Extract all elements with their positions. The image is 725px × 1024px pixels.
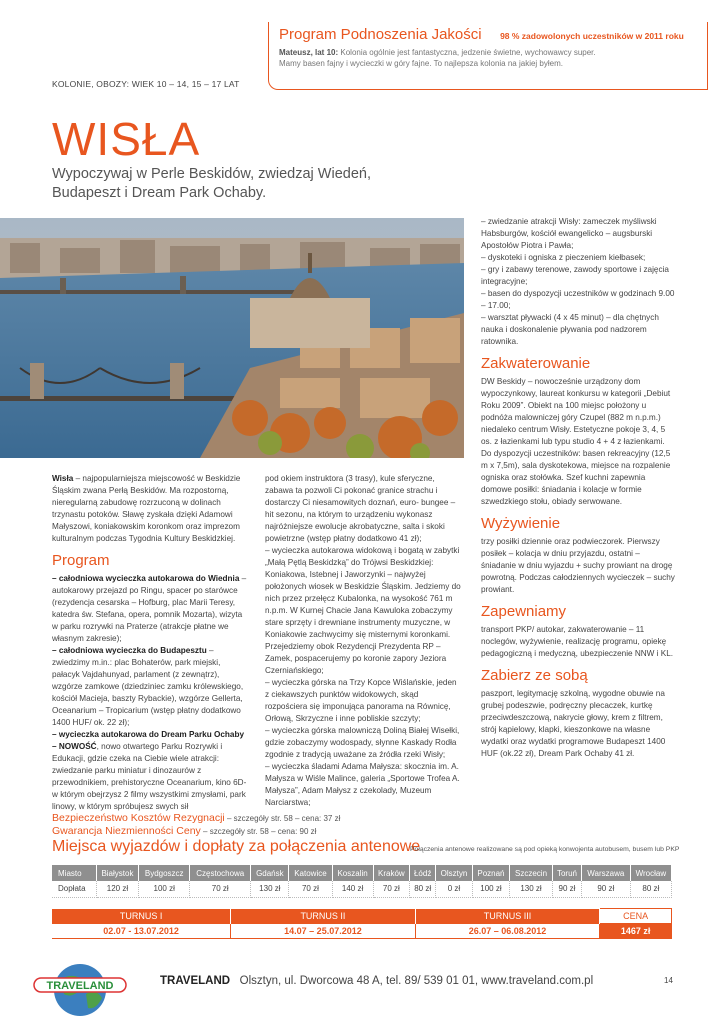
column-3 [481, 216, 677, 760]
turnus-dates: 02.07 - 13.07.2012 [52, 924, 231, 939]
bring-text: paszport, legitymację szkolną, wygodne obuwie na grubej podeszwie, podręczny plecaczek, kurtkę przeciwdeszczową, nakrycie głowy, krem z filtrem, strój kąpielowy, klapki, kieszonkowe na własne wydatki oraz wydatki programowe Budapeszt 1400 HUF (ok.22 zł), Dream Park Ochaby 41 zł. [481, 689, 666, 758]
col2-text-1: pod okiem instruktora (3 trasy), kule sferyczne, zabawa ta pozwoli Ci pokonać granice strachu i dostarczy Ci niesamowitych doznań, euro- bungee – hit sezonu, na którym to urządzeniu wykonasz najróżniejsze ewolucje akrobatyczne, salta i skoki powietrzne (wstęp płatny dodatkowo 41 zł); [265, 474, 456, 543]
program-item-vienna-text: – autokarowy przejazd po Ringu, spacer po starówce (rezydencja cesarska – Hofburg, plac Marii Teresy, katedra św. Stefana, opera, pomnik Mozarta), wizyta w parku rozrywki na Praterze (atrakcje płatne we własnym zakresie); [52, 574, 247, 643]
quality-stat: 98 % zadowolonych uczestników w 2011 roku [500, 31, 684, 41]
program-item-vienna [52, 573, 248, 645]
col2-text-5: – wycieczka śladami Adama Małysza: skocznia im. A. Małysza w Wiśle Malince, galeria „Sportowe Trofea A. Małysza”, Adam Małysz z czekolady, Muzeum Narciarstwa; [265, 762, 460, 807]
turnus-header-row [52, 909, 672, 924]
table-row-cities [52, 865, 672, 881]
city-cell: Toruń [552, 865, 581, 881]
turnus-values-row [52, 924, 672, 939]
city-cell: Gdańsk [251, 865, 289, 881]
surcharge-cell: 120 zł [96, 881, 139, 897]
logo-text: TRAVELAND [46, 980, 114, 992]
city-cell: Wrocław [630, 865, 671, 881]
program-item-vienna-title: – całodniowa wycieczka autokarowa do Wiednia [52, 574, 240, 583]
budapest-photo-illustration [0, 218, 464, 458]
category-label: KOLONIE, OBOZY: WIEK 10 – 14, 15 – 17 LAT [52, 79, 240, 89]
row-label-surcharge: Dopłata [52, 881, 96, 897]
turnus-table [52, 908, 672, 939]
col3-text-2: – dyskoteki i ogniska z pieczeniem kiełbasek; [481, 253, 646, 262]
city-cell: Koszalin [332, 865, 373, 881]
surcharge-cell: 70 zł [373, 881, 410, 897]
cancellation-cost-link[interactable]: Bezpieczeństwo Kosztów Rezygnacji [52, 812, 225, 824]
departures-note: Połączenia antenowe realizowane są pod opieką konwojenta autobusem, busem lub PKP [410, 846, 680, 853]
table-row-prices [52, 881, 672, 897]
turnus-header: TURNUS III [415, 909, 600, 924]
city-cell: Szczecin [510, 865, 553, 881]
included-text: transport PKP/ autokar, zakwaterowanie – 11 noclegów, wyżywienie, realizację programu, opiekę pedagogiczną i medyczną, ubezpieczenie NNW i KL. [481, 625, 674, 658]
quality-program-box [268, 22, 708, 90]
price-header: CENA [600, 909, 672, 924]
turnus-dates: 14.07 – 25.07.2012 [231, 924, 416, 939]
turnus-header: TURNUS I [52, 909, 231, 924]
cancellation-cost-note: – szczegóły str. 58 – cena: 37 zł [224, 814, 341, 823]
surcharge-cell: 100 zł [139, 881, 190, 897]
column-2 [265, 473, 461, 809]
surcharge-cell: 90 zł [581, 881, 630, 897]
intro-bold: Wisła [52, 474, 74, 483]
column-1 [52, 473, 248, 813]
accommodation-text: DW Beskidy – nowocześnie urządzony dom wypoczynkowy, laureat konkursu w kategorii „Debiut Roku 2009”. Obiekt na 100 miejsc położony u podnóża malowniczej góry Czupel (882 m n.p.m.) niedaleko centrum Wisły. Estetyczne pokoje 3, 4, 5 os. z łazienkami lub typu studio 4 + 4 z łazienkami. Do dyspozycji uczestników: basen rekreacyjny (12,5 m x 7,5m), sala dyskotekowa, miejsce na rozpalenie ogniska oraz stołówka. Szef kuchni zapewnia domowe posiłki: śniadania i kolacje w formie szwedzkiego stołu, obiady serwowane. [481, 377, 671, 506]
bring-heading: Zabierz ze sobą [481, 667, 588, 684]
col3-text-3: – gry i zabawy terenowe, zawody sportowe i zajęcia integracyjne; [481, 265, 669, 286]
review-line1: Kolonia ogólnie jest fantastyczna, jedzenie świetne, wychowawcy super. [340, 48, 596, 57]
col3-text-4: – basen do dyspozycji uczestników w godzinach 9.00 – 17.00; [481, 289, 675, 310]
intro-text: – najpopularniejsza miejscowość w Beskidzie Śląskim zwana Perłą Beskidów. Ma rozpostorną, nieregularną zabudowę rozrzuconą w dolinach trzynastu potoków. Sławę zyskała dzięki Adamowi Małyszowi, koniakowskim koronkom oraz imprezom kulturalnym podczas Tygodnia Kultury Beskidzkiej. [52, 474, 241, 543]
accommodation-heading: Zakwaterowanie [481, 355, 591, 372]
turnus-dates: 26.07 – 06.08.2012 [415, 924, 600, 939]
program-item-budapest-title: – całodniowa wycieczka do Budapesztu [52, 646, 207, 655]
program-item-dreampark-text: , nowo otwartego Parku Rozrywki i Edukacji, gdzie czeka na Ciebie wiele atrakcji: zwiedzanie parku miniatur i dinozaurów z przewodnikiem, prehistoryczne Oceanarium, kino 6D- w którym obejrzysz 2 filmy wszystkimi zmysłami, park linowy, w którym spróbujesz swych sił [52, 742, 247, 811]
footer-address: Olsztyn, ul. Dworcowa 48 A, tel. 89/ 539 01 01, www.traveland.com.pl [239, 975, 594, 987]
city-cell: Białystok [96, 865, 139, 881]
price-guarantee-note: – szczegóły str. 58 – cena: 90 zł [200, 827, 317, 836]
city-cell: Poznań [472, 865, 509, 881]
surcharge-cell: 130 zł [510, 881, 553, 897]
meals-heading: Wyżywienie [481, 515, 561, 532]
program-item-dreampark [52, 729, 248, 813]
surcharge-cell: 0 zł [436, 881, 473, 897]
page-number: 14 [664, 976, 673, 985]
surcharge-cell: 80 zł [410, 881, 436, 897]
city-cell: Bydgoszcz [139, 865, 190, 881]
intro-paragraph [52, 473, 248, 545]
page-subtitle: Wypoczywaj w Perle Beskidów, zwiedzaj Wiedeń, Budapeszt i Dream Park Ochaby. [52, 166, 371, 201]
price-guarantee-link[interactable]: Gwarancja Niezmienności Ceny [52, 825, 201, 837]
surcharge-cell: 140 zł [332, 881, 373, 897]
col2-text-2: – wycieczka autokarowa widokową i bogatą w zabytki „Małą Pętlą Beskidzką” do Trójwsi Beskidzkiej: Koniakowa, Istebnej i Jaworzynki – najwyżej położonych wiosek w Beskidzie Śląskim. Jedziemy do nich przez przełęcz Kubalonka, na wysokość 761 m n.p.m. W Kurnej Chacie Jana Kawuloka zobaczymy stare sprzęty i drewniane instrumenty muzyczne, w Koniakowie zachwycimy się misternymi koronkami. Przejedziemy obok Rezydencji Prezydenta RP – Zamek, pospacerujemy po koronie zapory Jeziora Czerniańskiego; [265, 546, 461, 675]
program-item-budapest [52, 645, 248, 729]
city-cell: Warszawa [581, 865, 630, 881]
city-cell: Katowice [289, 865, 332, 881]
city-cell: Kraków [373, 865, 410, 881]
footer [160, 975, 593, 987]
quality-title: Program Podnoszenia Jakości [279, 26, 482, 43]
price-value: 1467 zł [600, 924, 672, 939]
review-line2: Mamy basen fajny i wycieczki w góry fajne. To najlepsza kolonia na jakiej byłem. [279, 59, 563, 68]
city-cell: Olsztyn [436, 865, 473, 881]
surcharge-cell: 90 zł [552, 881, 581, 897]
col2-text-3: – wycieczka górska na Trzy Kopce Wiślańskie, jeden z ciekawszych punktów widokowych, skąd rozpościera się imponująca panorama na Równicę, Orłową, Skrzyczne i inne pobliskie szczyty; [265, 678, 457, 723]
city-cell: Łódź [410, 865, 436, 881]
col3-text-5: – warsztat pływacki (4 x 45 minut) – dla chętnych nauka i doskonalenie pływania pod nadzorem ratownika. [481, 313, 659, 346]
col3-text-1: – zwiedzanie atrakcji Wisły: zameczek myśliwski Habsburgów, kościół ewangelicko – augsburski Apostołów Piotra i Pawła; [481, 217, 657, 250]
program-item-budapest-text: – zwiedzimy m.in.: plac Bohaterów, park miejski, pałacyk Vajdahunyad, parlament (z zewnątrz), wzgórze zamkowe (dziedziniec zamku królewskiego, kościół Macieja, baszty Rybackie), wzgórze Gellerta, Oceanarium – Tropicarium (wstęp płatny dodatkowo 1400 HUF/ ok. 22 zł); [52, 646, 244, 727]
surcharge-cell: 80 zł [630, 881, 671, 897]
city-cell: Częstochowa [190, 865, 251, 881]
traveland-logo [30, 958, 130, 1018]
meals-text: trzy posiłki dziennie oraz podwieczorek. Pierwszy posiłek – kolacja w dniu przyjazdu, ostatni – śniadanie w dniu wyjazdu + suchy prowiant na drogę powrotną. Podczas całodziennych wycieczek – suchy prowiant. [481, 537, 675, 594]
footer-brand: TRAVELAND [160, 975, 231, 987]
departures-heading: Miejsca wyjazdów i dopłaty za połączenia antenowe [52, 838, 421, 855]
surcharge-cell: 100 zł [472, 881, 509, 897]
budapest-photo [0, 218, 464, 458]
program-item-dreampark-title: – wycieczka autokarowa do Dream Parku Ochaby – NOWOŚĆ [52, 730, 245, 751]
insurance-options [52, 812, 340, 838]
surcharge-cell: 130 zł [251, 881, 289, 897]
globe-icon [30, 958, 130, 1018]
page-title: WISŁA [52, 113, 201, 165]
col2-text-4: – wycieczka górska malowniczą Doliną Białej Wisełki, gdzie zobaczymy wodospady, słynne Kaskady Rodła zgodnie z tradycją uważane za źródła rzeki Wisły; [265, 726, 460, 759]
surcharge-cell: 70 zł [289, 881, 332, 897]
row-label-city: Miasto [52, 865, 96, 881]
review-author: Mateusz, lat 10: [279, 48, 339, 57]
turnus-header: TURNUS II [231, 909, 416, 924]
surcharge-cell: 70 zł [190, 881, 251, 897]
review [279, 47, 697, 69]
departure-price-table [52, 865, 672, 898]
included-heading: Zapewniamy [481, 603, 567, 620]
program-heading: Program [52, 552, 110, 569]
